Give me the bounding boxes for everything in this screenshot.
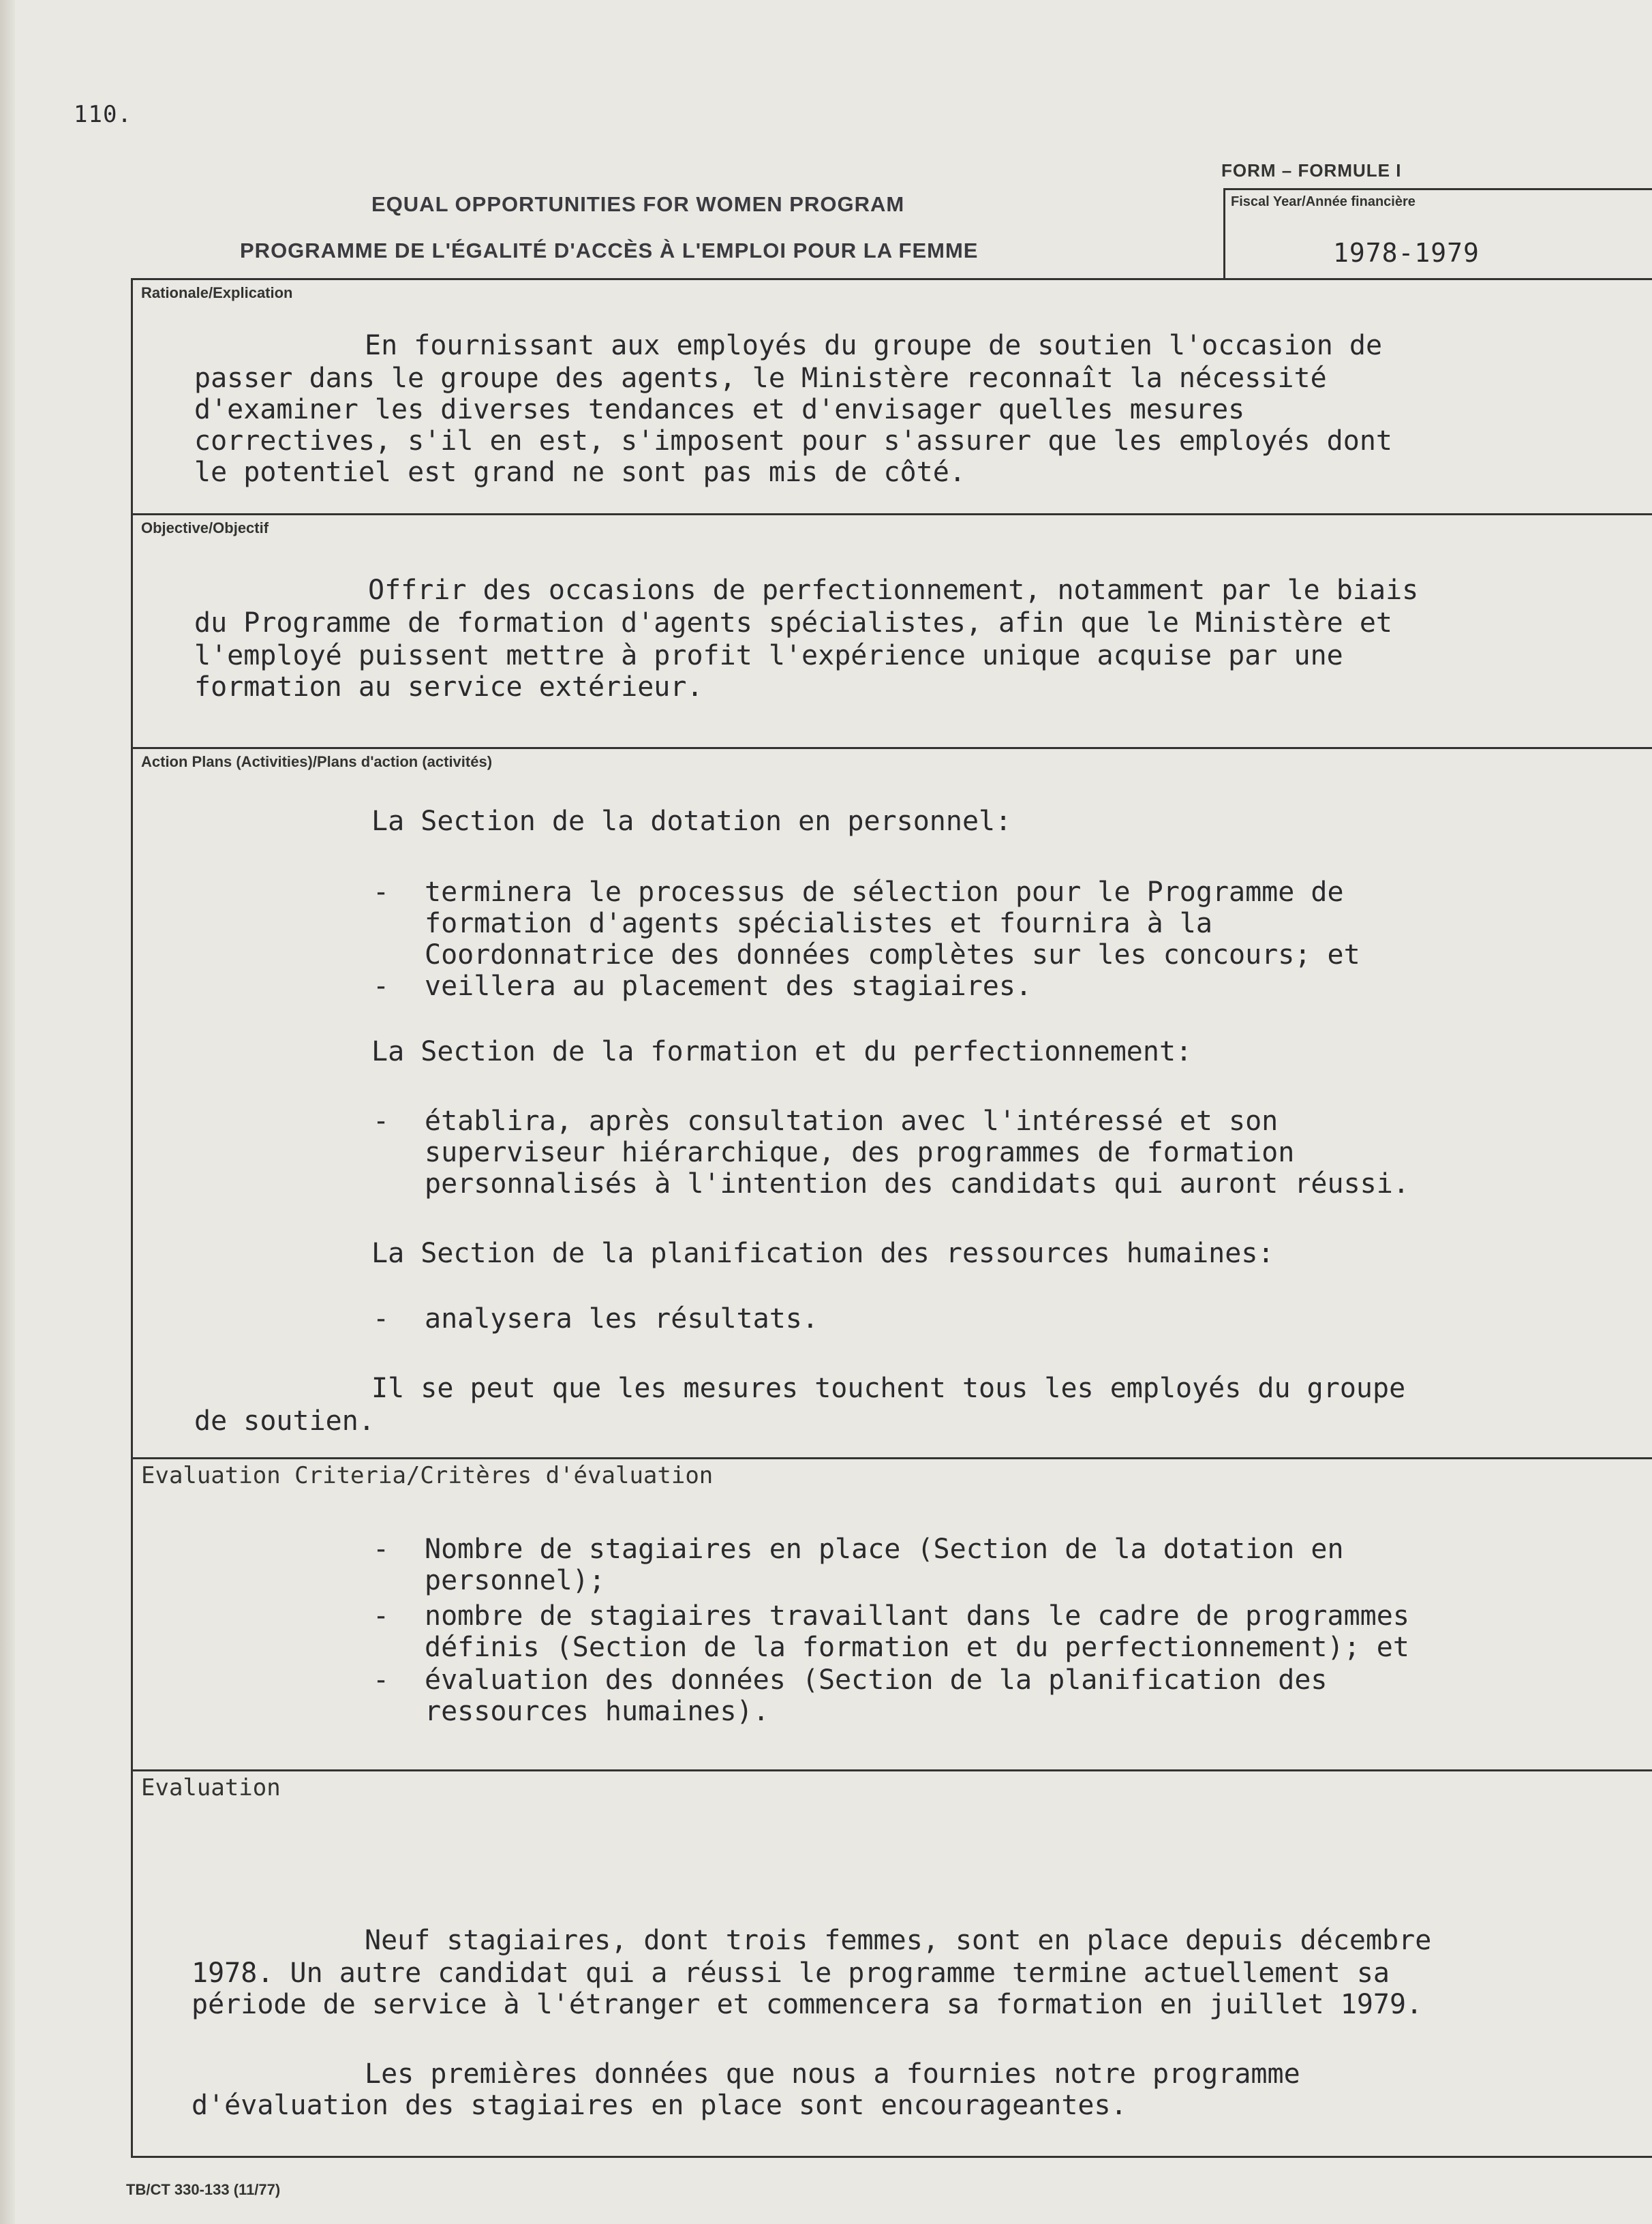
action-line: Coordonnatrice des données complètes sur les concours; et <box>425 939 1360 971</box>
evaluation-section <box>131 1769 1652 2158</box>
evaluation-criteria-label: Evaluation Criteria/Critères d'évaluation <box>141 1462 714 1489</box>
objective-line: du Programme de formation d'agents spécialistes, afin que le Ministère et <box>194 607 1392 639</box>
rationale-line: passer dans le groupe des agents, le Ministère reconnaît la nécessité <box>194 363 1327 394</box>
objective-line: formation au service extérieur. <box>194 671 703 703</box>
action-line: Il se peut que les mesures touchent tous les employés du groupe <box>371 1373 1406 1404</box>
rationale-line: En fournissant aux employés du groupe de soutien l'occasion de <box>365 330 1383 361</box>
evaluation-line: 1978. Un autre candidat qui a réussi le programme termine actuellement sa <box>192 1958 1390 1989</box>
bullet-dash: - <box>373 1534 390 1565</box>
action-line: formation d'agents spécialistes et fournira à la <box>425 908 1212 939</box>
bullet-dash: - <box>373 877 390 908</box>
form-number-footer: TB/CT 330-133 (11/77) <box>126 2181 281 2198</box>
evaluation-criteria-section <box>131 1457 1652 1769</box>
hr-planning-section-heading: La Section de la planification des ressources humaines: <box>371 1238 1274 1269</box>
fiscal-year-label: Fiscal Year/Année financière <box>1231 194 1416 209</box>
criteria-line: ressources humaines). <box>425 1696 769 1727</box>
rationale-label: Rationale/Explication <box>141 284 293 301</box>
action-line: personnalisés à l'intention des candidats qui auront réussi. <box>425 1168 1409 1200</box>
action-line: établira, après consultation avec l'intéressé et son <box>425 1106 1279 1137</box>
action-plans-section <box>131 747 1652 1457</box>
form-label: FORM – FORMULE I <box>1221 160 1402 181</box>
criteria-line: évaluation des données (Section de la planification des <box>425 1664 1328 1696</box>
evaluation-line: Les premières données que nous a fournies notre programme <box>365 2058 1300 2090</box>
evaluation-line: d'évaluation des stagiaires en place sont encourageantes. <box>192 2090 1127 2121</box>
action-line: terminera le processus de sélection pour le Programme de <box>425 877 1344 908</box>
page-edge <box>0 0 15 2224</box>
fiscal-year-value: 1978-1979 <box>1333 238 1480 268</box>
action-line: analysera les résultats. <box>425 1303 819 1335</box>
criteria-line: Nombre de stagiaires en place (Section de la dotation en <box>425 1534 1344 1565</box>
bullet-dash: - <box>373 1303 390 1335</box>
evaluation-line: Neuf stagiaires, dont trois femmes, sont en place depuis décembre <box>365 1925 1432 1956</box>
staffing-section-heading: La Section de la dotation en personnel: <box>371 806 1012 837</box>
bullet-dash: - <box>373 1106 390 1137</box>
page-number: 110. <box>74 101 132 128</box>
program-title-english: EQUAL OPPORTUNITIES FOR WOMEN PROGRAM <box>371 192 905 216</box>
objective-section <box>131 513 1652 747</box>
rationale-section <box>131 278 1652 513</box>
rationale-line: d'examiner les diverses tendances et d'envisager quelles mesures <box>194 394 1245 425</box>
evaluation-label: Evaluation <box>141 1774 281 1801</box>
bullet-dash: - <box>373 1664 390 1696</box>
objective-line: Offrir des occasions de perfectionnement, notamment par le biais <box>368 575 1419 606</box>
objective-line: l'employé puissent mettre à profit l'expérience unique acquise par une <box>194 640 1343 671</box>
criteria-line: définis (Section de la formation et du perfectionnement); et <box>425 1632 1409 1663</box>
criteria-line: personnel); <box>425 1565 605 1596</box>
action-plans-label: Action Plans (Activities)/Plans d'action (activités) <box>141 753 493 770</box>
bullet-dash: - <box>373 1600 390 1632</box>
program-title-french: PROGRAMME DE L'ÉGALITÉ D'ACCÈS À L'EMPLOI POUR LA FEMME <box>240 239 979 262</box>
training-section-heading: La Section de la formation et du perfectionnement: <box>371 1036 1193 1067</box>
rationale-line: le potentiel est grand ne sont pas mis de côté. <box>194 457 966 488</box>
evaluation-line: période de service à l'étranger et commencera sa formation en juillet 1979. <box>192 1989 1423 2020</box>
bullet-dash: - <box>373 971 390 1002</box>
criteria-line: nombre de stagiaires travaillant dans le cadre de programmes <box>425 1600 1409 1632</box>
fiscal-year-box <box>1223 188 1652 280</box>
objective-label: Objective/Objectif <box>141 519 269 536</box>
action-line: superviseur hiérarchique, des programmes de formation <box>425 1137 1295 1168</box>
rationale-line: correctives, s'il en est, s'imposent pour s'assurer que les employés dont <box>194 425 1392 457</box>
action-line: veillera au placement des stagiaires. <box>425 971 1032 1002</box>
action-line: de soutien. <box>194 1405 375 1437</box>
